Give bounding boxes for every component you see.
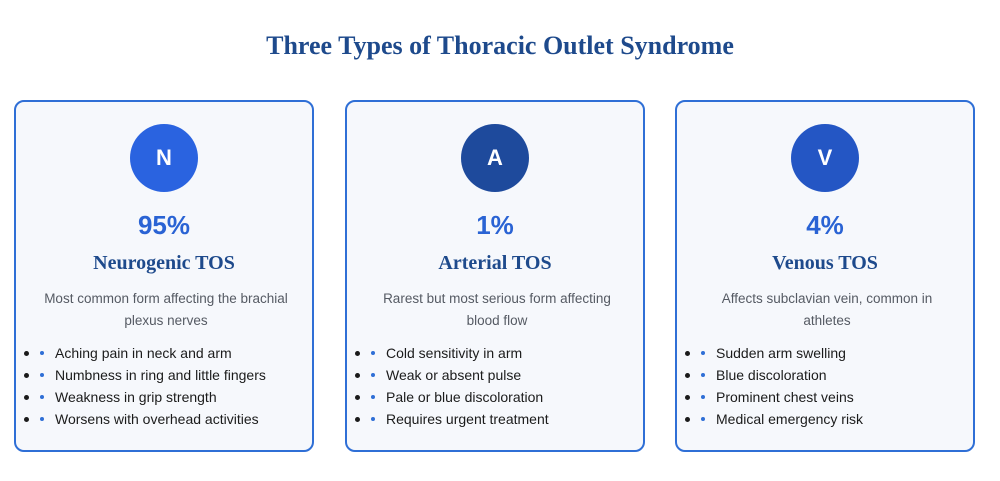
bullet-icon xyxy=(355,417,360,422)
badge-arterial: A xyxy=(461,124,529,192)
type-name-venous: Venous TOS xyxy=(772,252,878,274)
bullet-icon xyxy=(701,351,705,355)
feature-list-venous xyxy=(685,342,971,430)
feature-text: Pale or blue discoloration xyxy=(386,389,544,405)
badge-venous: V xyxy=(791,124,859,192)
bullet-icon xyxy=(355,395,360,400)
tos-type-cards xyxy=(14,100,978,454)
list-item xyxy=(685,364,971,386)
bullet-icon xyxy=(685,373,690,378)
feature-text: Worsens with overhead activities xyxy=(55,411,259,427)
list-item xyxy=(355,386,641,408)
feature-text: Requires urgent treatment xyxy=(386,411,549,427)
bullet-icon xyxy=(701,395,705,399)
list-item xyxy=(355,408,641,430)
feature-text: Numbness in ring and little fingers xyxy=(55,367,266,383)
description-venous: Affects subclavian vein, common in athletes xyxy=(721,291,933,328)
bullet-icon xyxy=(40,417,44,421)
bullet-icon xyxy=(24,373,29,378)
list-item xyxy=(685,386,971,408)
percent-venous: 4% xyxy=(806,210,844,240)
feature-text: Weak or absent pulse xyxy=(386,367,522,383)
list-item xyxy=(355,342,641,364)
bullet-icon xyxy=(685,351,690,356)
list-item xyxy=(24,342,310,364)
percent-neurogenic: 95% xyxy=(137,210,191,240)
feature-text: Medical emergency risk xyxy=(716,411,864,427)
bullet-icon xyxy=(685,395,690,400)
bullet-icon xyxy=(685,417,690,422)
type-name-arterial: Arterial TOS xyxy=(438,252,552,274)
list-item xyxy=(24,386,310,408)
feature-text: Sudden arm swelling xyxy=(716,345,846,361)
list-item xyxy=(24,364,310,386)
bullet-icon xyxy=(371,373,375,377)
card-arterial xyxy=(345,100,645,452)
bullet-icon xyxy=(40,395,44,399)
bullet-icon xyxy=(40,351,44,355)
bullet-icon xyxy=(24,395,29,400)
page-title: Three Types of Thoracic Outlet Syndrome xyxy=(266,31,734,60)
bullet-icon xyxy=(24,351,29,356)
bullet-icon xyxy=(701,417,705,421)
list-item xyxy=(24,408,310,430)
bullet-icon xyxy=(355,351,360,356)
description-neurogenic: Most common form affecting the brachial plexus nerves xyxy=(44,291,288,328)
bullet-icon xyxy=(371,351,375,355)
list-item xyxy=(685,342,971,364)
feature-text: Cold sensitivity in arm xyxy=(386,345,523,361)
list-item xyxy=(355,364,641,386)
feature-text: Weakness in grip strength xyxy=(55,389,217,405)
bullet-icon xyxy=(40,373,44,377)
type-name-neurogenic: Neurogenic TOS xyxy=(93,252,235,274)
card-neurogenic xyxy=(14,100,314,452)
feature-text: Blue discoloration xyxy=(716,367,827,383)
list-item xyxy=(685,408,971,430)
bullet-icon xyxy=(701,373,705,377)
feature-text: Aching pain in neck and arm xyxy=(55,345,232,361)
card-venous xyxy=(675,100,975,452)
percent-arterial: 1% xyxy=(476,210,514,240)
feature-text: Prominent chest veins xyxy=(716,389,854,405)
feature-list-arterial xyxy=(355,342,641,430)
bullet-icon xyxy=(371,395,375,399)
badge-neurogenic: N xyxy=(130,124,198,192)
bullet-icon xyxy=(24,417,29,422)
bullet-icon xyxy=(355,373,360,378)
description-arterial: Rarest but most serious form affecting blood flow xyxy=(383,291,611,328)
feature-list-neurogenic xyxy=(24,342,310,430)
bullet-icon xyxy=(371,417,375,421)
